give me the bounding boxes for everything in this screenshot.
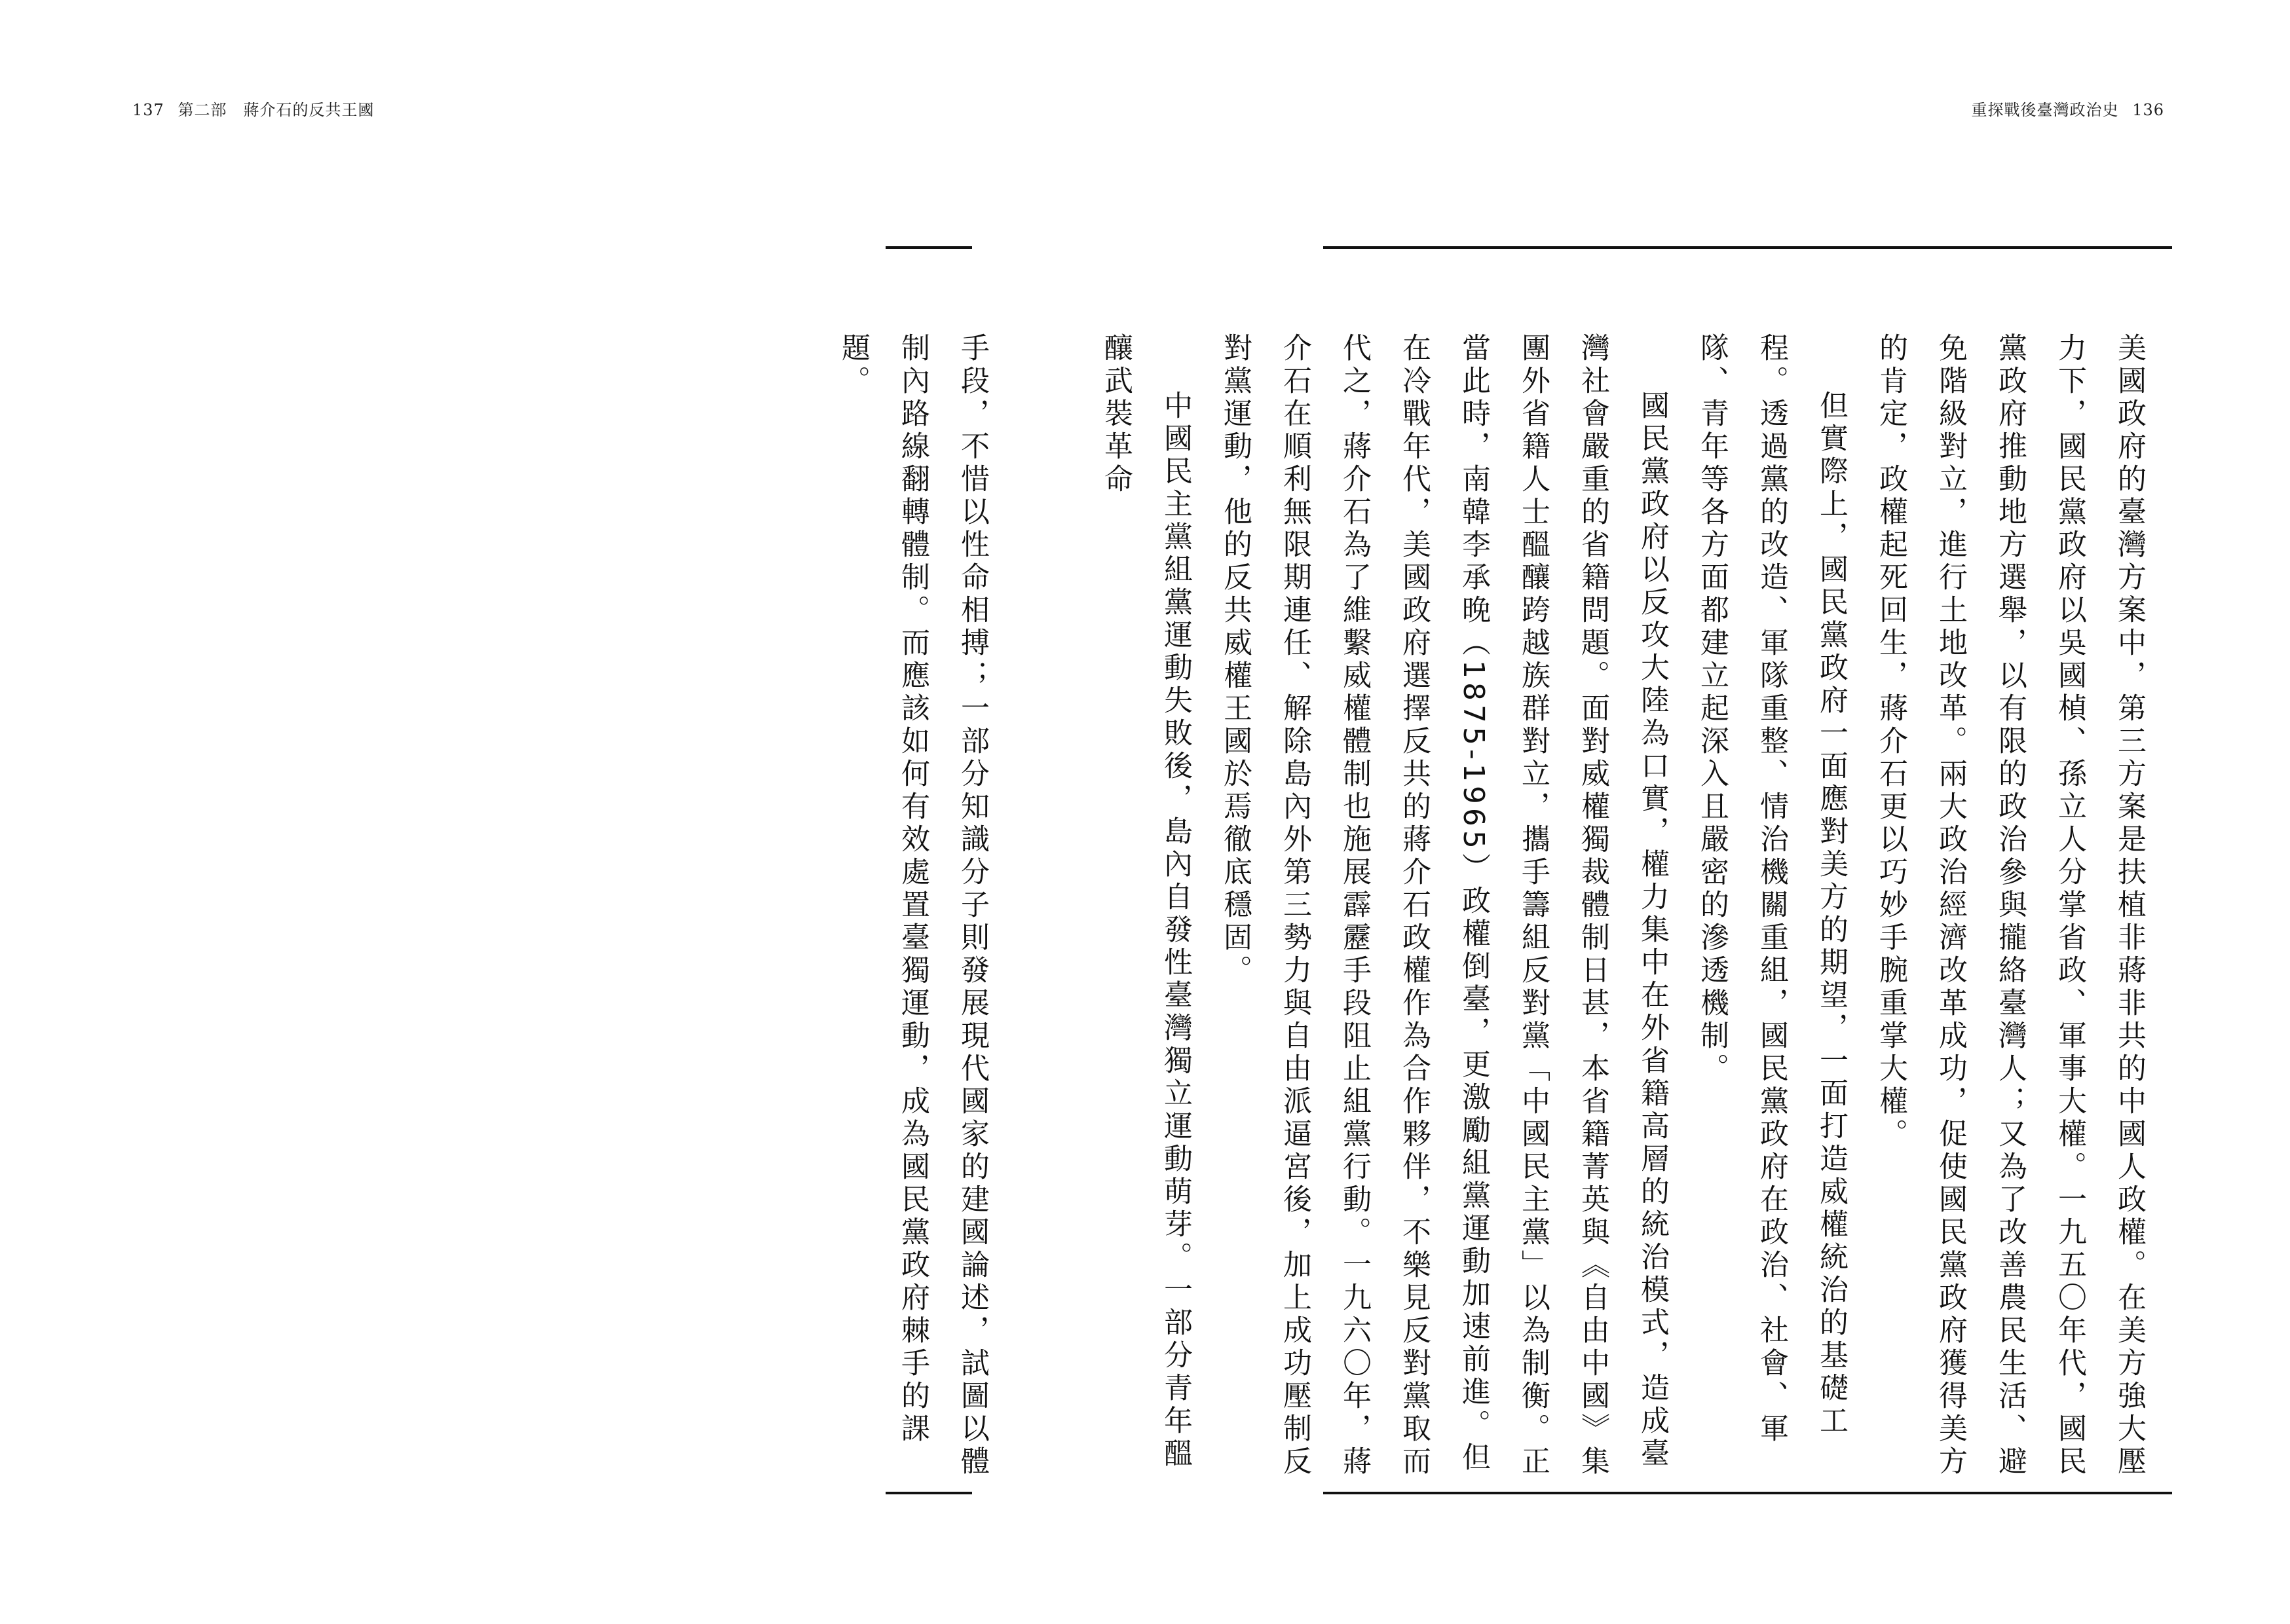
paragraph: 但實際上，國民黨政府一面應對美方的期望，一面打造威權統治的基礎工程。透過黨的改造、軍隊重整、情治機關重組，國民黨政府在政治、社會、軍隊、青年等各方面都建立起深入且嚴密的滲透機制。 (1695, 333, 1848, 1446)
left-page-number: 137 (132, 101, 164, 119)
right-top-rule (1323, 246, 2172, 249)
paragraph: 手段，不惜以性命相搏；一部分知識分子則發展現代國家的建國論述，試圖以體制內路線翻轉體制。而應該如何有效處置臺獨運動，成為國民黨政府棘手的課題。 (836, 333, 989, 1479)
right-book-title: 重探戰後臺灣政治史 (1971, 101, 2119, 119)
right-running-header (1972, 97, 2172, 120)
left-page-body (836, 333, 1002, 1479)
left-section-title: 第二部 蔣介石的反共王國 (178, 101, 375, 119)
paragraph: 美國政府的臺灣方案中，第三方案是扶植非蔣非共的中國人政權。在美方強大壓力下，國民黨政府以吳國楨、孫立人分掌省政、軍事大權。一九五〇年代，國民黨政府推動地方選舉，以有限的政治參與攏絡臺灣人；又為了改善農民生活、避免階級對立，進行土地改革。兩大政治經濟改革成功，促使國民黨政府獲得美方的肯定，政權起死回生，蔣介石更以巧妙手腕重掌大權。 (1874, 333, 2146, 1479)
right-page-number: 136 (2132, 101, 2164, 119)
left-top-rule (886, 246, 972, 249)
paragraph: 國民黨政府以反攻大陸為口實，權力集中在外省籍高層的統治模式，造成臺灣社會嚴重的省籍問題。面對威權獨裁體制日甚，本省籍菁英與《自由中國》集團外省籍人士醞釀跨越族群對立，攜手籌組反對黨「中國民主黨」以為制衡。正當此時，南韓李承晚（1875-1965）政權倒臺，更激勵組黨運動加速前進。但在冷戰年代，美國政府選擇反共的蔣介石政權作為合作夥伴，不樂見反對黨取而代之，蔣介石為了維繫威權體制也施展霹靂手段阻止組黨行動。一九六〇年，蔣介石在順利無限期連任、解除島內外第三勢力與自由派逼宮後，加上成功壓制反對黨運動，他的反共威權王國於焉徹底穩固。 (1218, 333, 1669, 1479)
right-bottom-rule (1323, 1492, 2172, 1494)
left-running-header (124, 97, 374, 120)
left-bottom-rule (886, 1492, 972, 1494)
paragraph: 中國民主黨組黨運動失敗後，島內自發性臺灣獨立運動萌芽。一部分青年醞釀武裝革命 (1099, 333, 1192, 1471)
right-page-body (1099, 333, 2159, 1479)
